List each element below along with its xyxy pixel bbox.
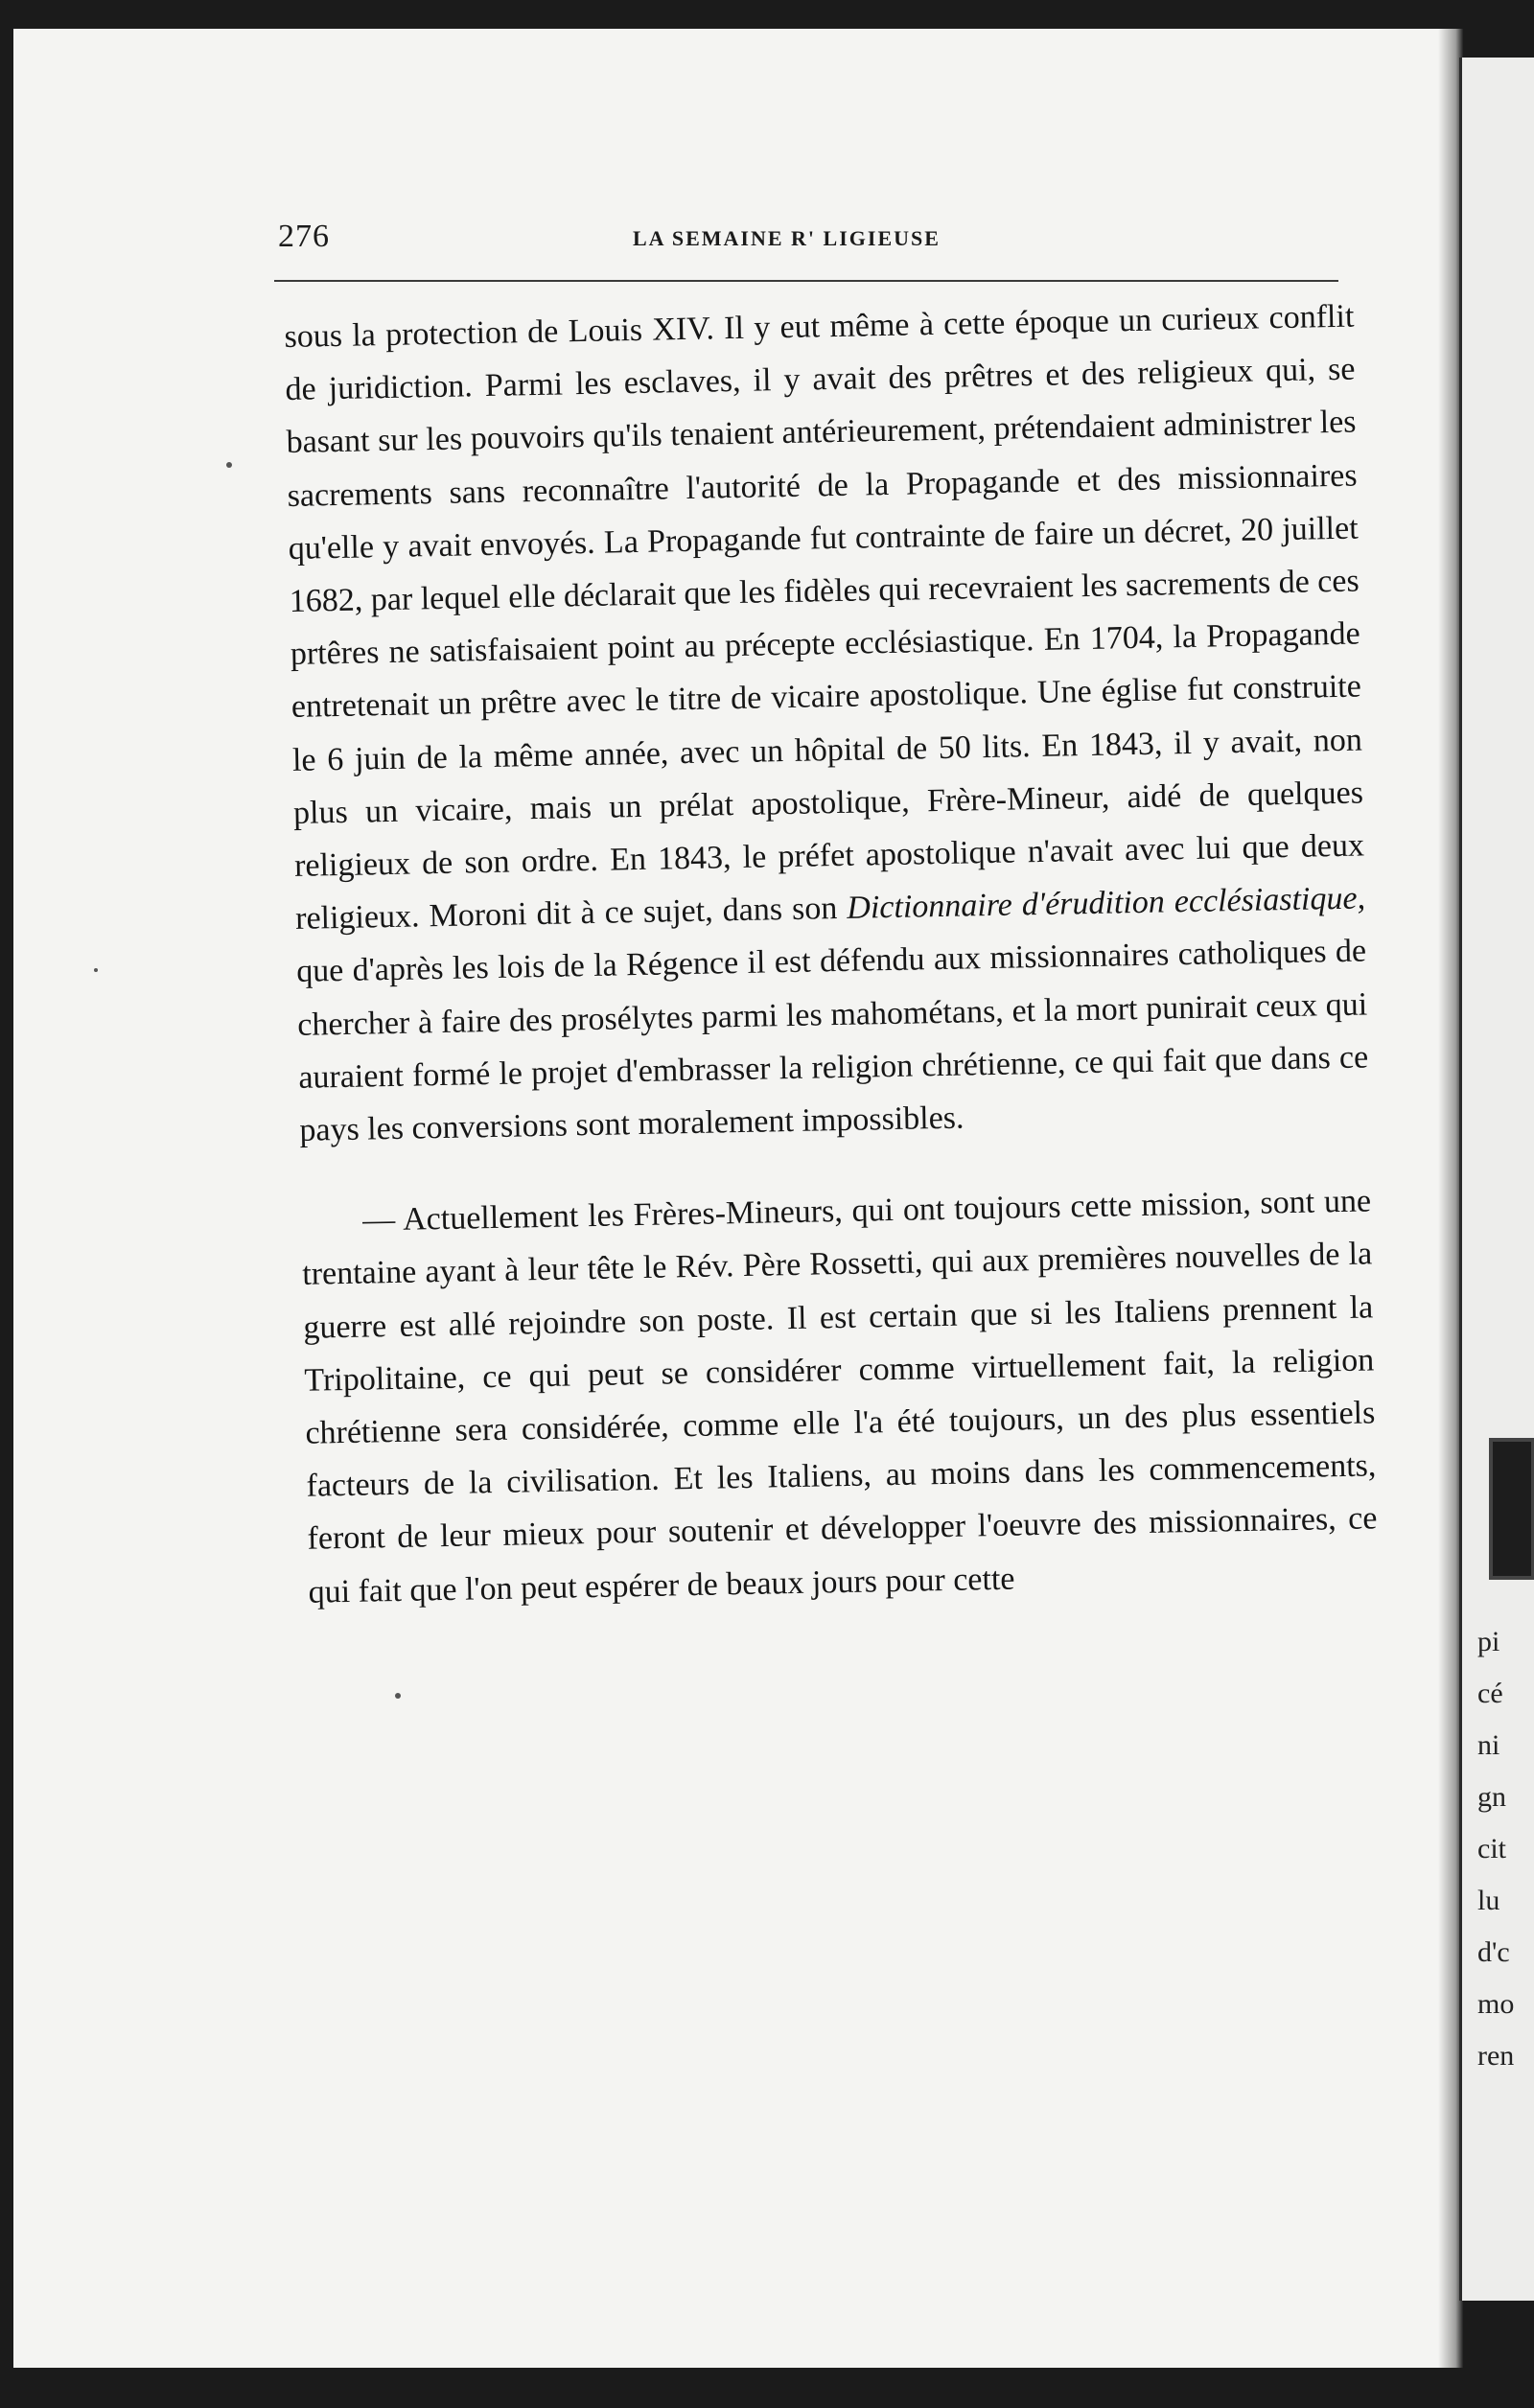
ornament-fragment	[1489, 1438, 1534, 1580]
adjacent-page-fragment: ni	[1477, 1729, 1500, 1761]
adjacent-page-fragment: lu	[1477, 1885, 1500, 1916]
paragraph-2: — Actuellement les Frères-Mineurs, qui ont toujours cette mission, sont une trentaine ayant à leur tête le Rév. Père Rossetti, qui aux premières nouvelles de la guerre est allé rejoindre son poste. Il est certain que si les Italiens prennent la Tripolitaine, ce qui peut se considérer comme virtuellement fait, la religion chrétienne sera considérée, comme elle l'a été toujours, un des plus essentiels facteurs de la civilisation. Et les Italiens, au moins dans les commencements, feront de leur mieux pour soutenir et développer l'oeuvre des missionnaires, ce qui fait que l'on peut espérer de beaux jours pour cette	[301, 1183, 1378, 1610]
body-text	[284, 290, 1379, 1619]
header-rule	[274, 280, 1338, 282]
adjacent-page-fragment: cé	[1477, 1678, 1503, 1709]
ink-speck	[395, 1693, 401, 1699]
adjacent-page-fragment: gn	[1477, 1781, 1506, 1813]
page-header	[268, 209, 1352, 266]
page-number: 276	[278, 219, 330, 254]
adjacent-page	[1459, 58, 1534, 2301]
ink-speck	[94, 968, 98, 972]
adjacent-page-fragment: ren	[1477, 2040, 1515, 2072]
adjacent-page-fragment: d'c	[1477, 1936, 1510, 1968]
adjacent-page-fragment: mo	[1477, 1988, 1515, 2020]
paragraph-1-text-continued: que d'après les lois de la Régence il est défendu aux missionnaires catholiques de chercher à faire des prosélytes parmi les mahométans, et la mort punirait ceux qui auraient formé le projet d'embrasser la religion chrétienne, ce qui fait que dans ce pays les conversions sont moralement impossibles.	[295, 933, 1369, 1148]
ink-speck	[226, 462, 232, 468]
paragraph-1	[284, 290, 1370, 1158]
adjacent-page-fragment: cit	[1477, 1833, 1506, 1864]
adjacent-page-fragment: pi	[1477, 1626, 1500, 1657]
paragraph-1-text: sous la protection de Louis XIV. Il y eut même à cette époque un curieux conflit de juridiction. Parmi les esclaves, il y avait des prêtres et des religieux qui, se basant sur les pouvoirs qu'ils tenaient antérieurement, prétendaient administrer les sacrements sans reconnaître l'autorité de la Propagande et des missionnaires qu'elle y avait envoyés. La Propagande fut contrainte de faire un décret, 20 juillet 1682, par lequel elle déclarait que les fidèles qui recevraient les sacrements de ces prtêres ne satisfaisaient point au précepte ecclésiastique. En 1704, la Propagande entretenait un prêtre avec le titre de vicaire apostolique. Une église fut construite le 6 juin de la même année, avec un hôpital de 50 lits. En 1843, il y avait, non plus un vicaire, mais un prélat apostolique, Frère-Mineur, aidé de quelques religieux de son ordre. En 1843, le préfet apostolique n'avait avec lui que deux religieux. Moroni dit à ce sujet, dans son	[284, 298, 1365, 938]
running-head: LA SEMAINE R' LIGIEUSE	[633, 226, 941, 250]
book-page	[13, 29, 1463, 2368]
paragraph-1-italic-title: Dictionnaire d'érudition ecclésiastique,	[846, 880, 1366, 927]
